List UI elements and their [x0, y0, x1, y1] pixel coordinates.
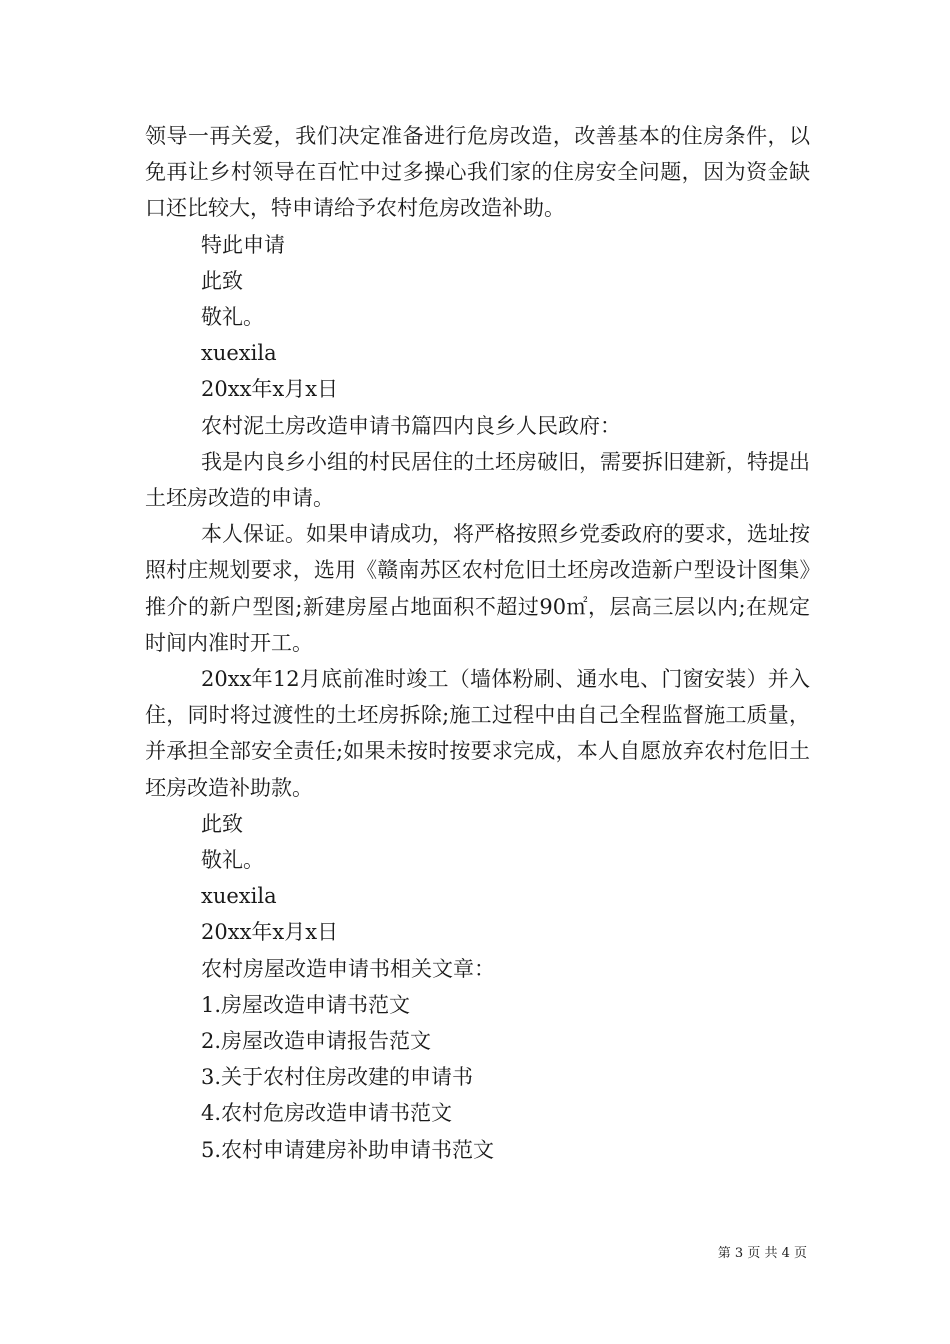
related-article-1[interactable]: 1.房屋改造申请书范文: [201, 992, 411, 1017]
paragraph-7: 农村泥土房改造申请书篇四内良乡人民政府：: [201, 413, 621, 438]
paragraph-6: 20xx年x月x日: [201, 377, 339, 402]
related-article-3[interactable]: 3.关于农村住房改建的申请书: [201, 1065, 474, 1090]
paragraph-5: xuexila: [201, 341, 277, 366]
paragraph-10: 20xx年12月底前准时竣工（墙体粉刷、通水电、门窗安装）并入住，同时将过渡性的土坯房拆除;施工过程中由自己全程监督施工质量，并承担全部安全责任;如果未按时按要求完成，本人自愿放弃农村危旧土坯房改造补助款。: [145, 667, 810, 800]
paragraph-14: 20xx年x月x日: [201, 920, 339, 945]
paragraph-11: 此致: [201, 811, 243, 836]
paragraph-12: 敬礼。: [201, 848, 264, 873]
document-body: [145, 118, 810, 1168]
paragraph-4: 敬礼。: [201, 305, 264, 330]
paragraph-3: 此致: [201, 268, 243, 293]
paragraph-9: 本人保证。如果申请成功，将严格按照乡党委政府的要求，选址按照村庄规划要求，选用《赣南苏区农村危旧土坯房改造新户型设计图集》推介的新户型图;新建房屋占地面积不超过90㎡，层高三层以内;在规定时间内准时开工。: [145, 522, 810, 655]
related-article-5[interactable]: 5.农村申请建房补助申请书范文: [201, 1137, 495, 1162]
paragraph-8: 我是内良乡小组的村民居住的土坯房破旧，需要拆旧建新，特提出土坯房改造的申请。: [145, 449, 810, 511]
related-article-2[interactable]: 2.房屋改造申请报告范文: [201, 1029, 432, 1054]
related-article-4[interactable]: 4.农村危房改造申请书范文: [201, 1101, 453, 1126]
paragraph-2: 特此申请: [201, 232, 285, 257]
page-number: 第 3 页 共 4 页: [717, 1246, 807, 1261]
paragraph-13: xuexila: [201, 884, 277, 909]
paragraph-1: 领导一再关爱，我们决定准备进行危房改造，改善基本的住房条件，以免再让乡村领导在百忙中过多操心我们家的住房安全问题，因为资金缺口还比较大，特申请给予农村危房改造补助。: [145, 124, 810, 221]
related-articles-heading: 农村房屋改造申请书相关文章：: [201, 956, 495, 981]
